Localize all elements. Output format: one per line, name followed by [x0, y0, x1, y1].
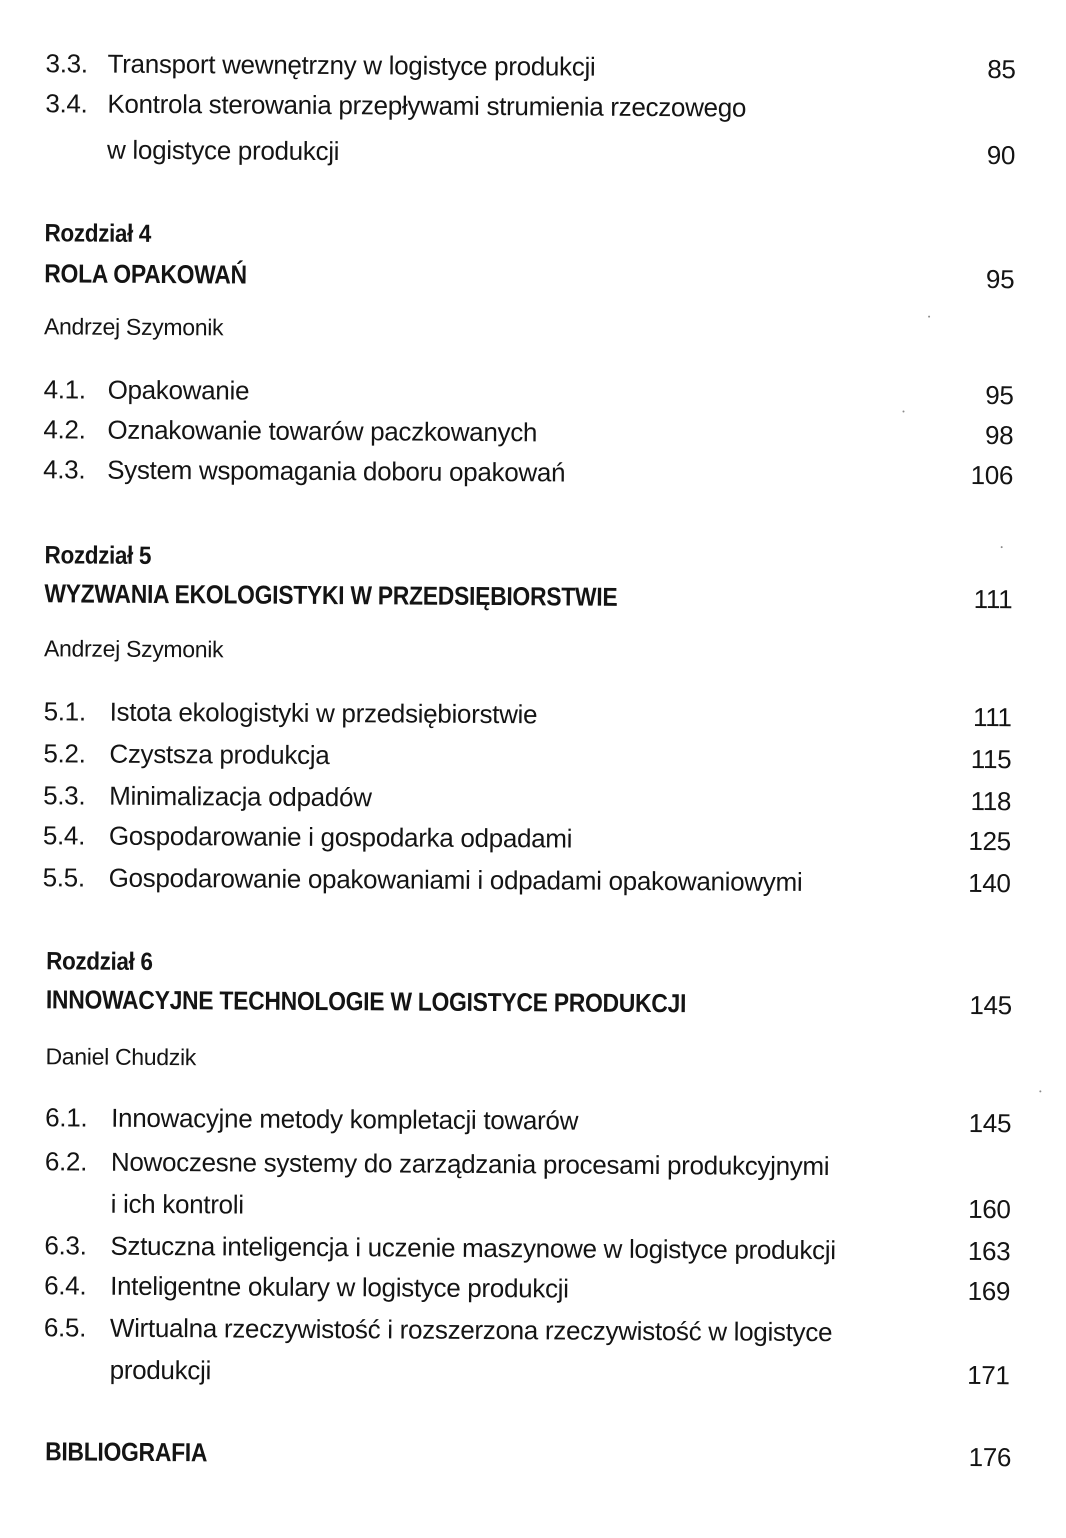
section-number: 6.5.	[43, 1312, 87, 1343]
section-number: 3.3.	[45, 48, 88, 79]
section-title: Inteligentne okulary w logistyce produkcji	[110, 1270, 569, 1304]
section-title: Sztuczna inteligencja i uczenie maszynowe w logistyce produkcji	[110, 1230, 836, 1266]
page-number: 176	[968, 1441, 1012, 1473]
toc-entry-continuation	[44, 1354, 1010, 1390]
toc-entry	[44, 374, 1014, 410]
section-title: Czystsza produkcja	[109, 738, 330, 771]
toc-entry	[43, 454, 1013, 490]
toc-entry	[44, 696, 1012, 732]
chapter-author: Daniel Chudzik	[45, 1043, 197, 1071]
page-number: 95	[985, 380, 1014, 411]
section-title-continued: i ich kontroli	[110, 1188, 244, 1220]
toc-entry	[43, 820, 1011, 856]
page-number: 115	[970, 743, 1012, 775]
section-title-continued: produkcji	[109, 1354, 212, 1386]
chapter-title: WYZWANIA EKOLOGISTYKI W PRZEDSIĘBIORSTWIE	[44, 578, 618, 612]
section-title: Innowacyjne metody kompletacji towarów	[111, 1102, 579, 1136]
page-number: 118	[970, 785, 1012, 817]
page-number: 145	[968, 1107, 1012, 1139]
scan-speck	[928, 316, 930, 318]
section-number: 4.1.	[43, 374, 86, 405]
section-title: Wirtualna rzeczywistość i rozszerzona rzeczywistość w logistyce	[109, 1312, 833, 1348]
page-number: 160	[968, 1193, 1011, 1225]
section-number: 6.3.	[44, 1230, 87, 1261]
chapter-heading	[44, 578, 1012, 614]
page-number: 145	[969, 989, 1012, 1021]
chapter-author: Andrzej Szymonik	[43, 635, 224, 663]
section-title: Gospodarowanie i gospodarka odpadami	[108, 820, 573, 854]
toc-entry	[43, 414, 1013, 450]
section-number: 4.3.	[43, 454, 86, 485]
section-title: Oznakowanie towarów paczkowanych	[107, 414, 538, 448]
chapter-label: Rozdział 6	[46, 947, 153, 976]
section-title: Gospodarowanie opakowaniami i odpadami opakowaniowymi	[108, 862, 803, 897]
scan-speck	[1001, 546, 1003, 548]
toc-entry-continuation	[45, 134, 1015, 170]
toc-entry	[43, 780, 1011, 816]
page-number: 169	[967, 1275, 1011, 1307]
toc-entry	[45, 1102, 1011, 1138]
bibliography-title: BIBLIOGRAFIA	[45, 1436, 208, 1468]
section-number: 5.1.	[43, 696, 86, 727]
chapter-author: Andrzej Szymonik	[43, 313, 224, 341]
toc-entry	[45, 1146, 1011, 1182]
section-title: Istota ekologistyki w przedsiębiorstwie	[109, 696, 538, 730]
section-title: Transport wewnętrzny w logistyce produkcji	[107, 48, 596, 82]
page-number: 111	[972, 701, 1012, 733]
section-number: 5.4.	[42, 820, 86, 851]
section-title-continued: w logistyce produkcji	[106, 134, 340, 167]
chapter-label: Rozdział 4	[44, 219, 152, 248]
toc-entry	[45, 88, 1015, 124]
chapter-label: Rozdział 5	[44, 541, 152, 570]
page-number: 171	[967, 1359, 1010, 1391]
toc-entry-continuation	[45, 1188, 1011, 1224]
page-number: 90	[986, 140, 1016, 171]
section-number: 5.5.	[42, 862, 85, 893]
page-number: 140	[968, 867, 1011, 899]
section-number: 5.2.	[43, 738, 86, 769]
section-title: Minimalizacja odpadów	[109, 780, 372, 813]
section-number: 5.3.	[43, 780, 86, 811]
section-number: 3.4.	[45, 88, 88, 119]
scan-speck	[902, 411, 904, 413]
section-title: Kontrola sterowania przepływami strumienia rzeczowego	[107, 88, 747, 123]
page-number: 163	[967, 1235, 1011, 1267]
section-title: System wspomagania doboru opakowań	[107, 454, 566, 488]
section-number: 4.2.	[43, 414, 86, 445]
page-number: 95	[985, 264, 1015, 295]
chapter-heading	[46, 984, 1012, 1020]
page-number: 125	[968, 825, 1011, 857]
toc-entry	[44, 1230, 1010, 1266]
section-number: 6.2.	[44, 1146, 88, 1177]
page-number: 98	[984, 420, 1014, 451]
toc-entry	[43, 738, 1011, 774]
toc-entry	[43, 862, 1011, 898]
bibliography-entry	[45, 1436, 1011, 1472]
section-title: Nowoczesne systemy do zarządzania procesami produkcyjnymi	[110, 1146, 830, 1182]
chapter-title: INNOWACYJNE TECHNOLOGIE W LOGISTYCE PRODUKCJI	[45, 984, 687, 1019]
page-number: 106	[970, 459, 1014, 491]
toc-entry	[44, 1312, 1010, 1348]
section-number: 6.1.	[45, 1102, 88, 1133]
chapter-title: ROLA OPAKOWAŃ	[44, 258, 247, 290]
page-number: 111	[973, 583, 1013, 615]
section-title: Opakowanie	[107, 374, 250, 406]
chapter-heading	[44, 258, 1014, 294]
section-number: 6.4.	[44, 1270, 87, 1301]
scan-speck	[1039, 1090, 1041, 1092]
toc-entry	[46, 48, 1016, 84]
page-number: 85	[987, 54, 1016, 85]
toc-entry	[44, 1270, 1010, 1306]
